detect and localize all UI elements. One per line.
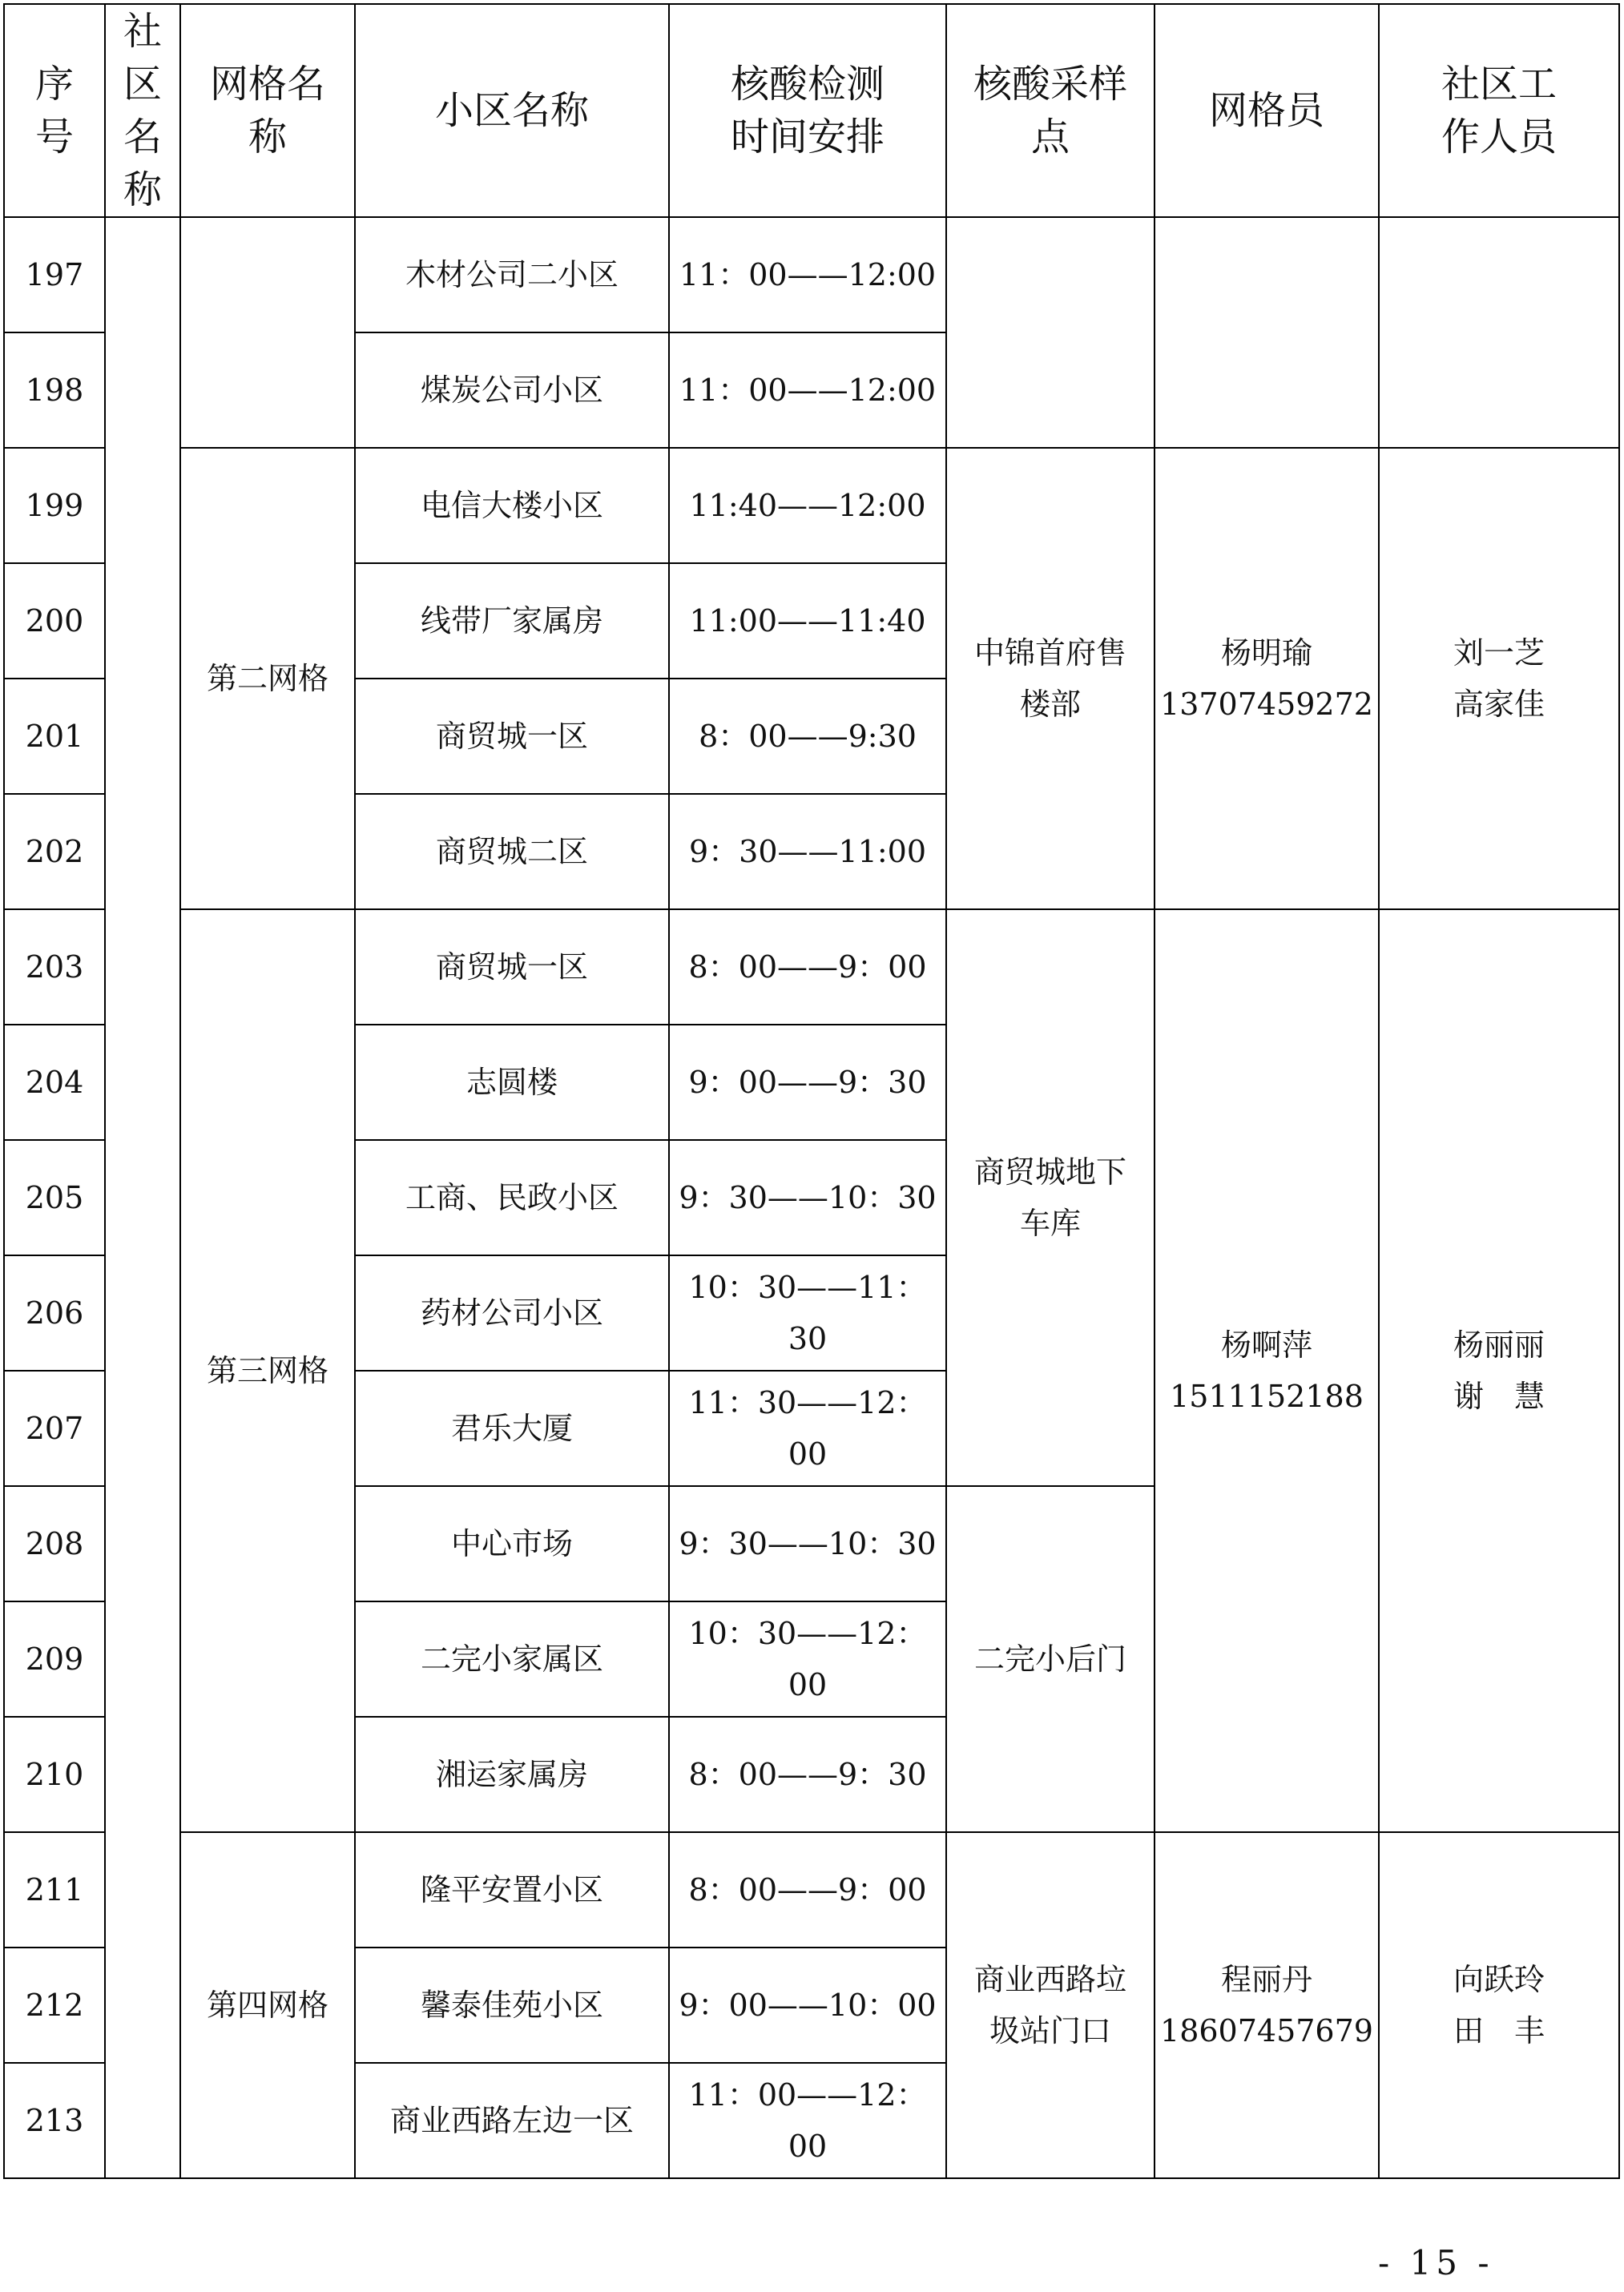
district-cell: 君乐大厦 [355,1371,669,1486]
row-seq: 199 [4,448,105,563]
row-seq: 203 [4,909,105,1025]
row-seq: 200 [4,563,105,679]
schedule-table [3,3,1620,2179]
district-cell: 商业西路左边一区 [355,2063,669,2178]
row-seq: 206 [4,1255,105,1371]
row-seq: 197 [4,217,105,332]
header-seq: 序 号 [4,4,105,217]
table-row [4,909,1619,1025]
header-district: 小区名称 [355,4,669,217]
district-cell: 馨泰佳苑小区 [355,1948,669,2063]
page-number: - 15 - [1378,2243,1494,2282]
time-cell: 10：30——11：30 [669,1255,946,1371]
table-row [4,217,1619,332]
site-cell: 中锦首府售 楼部 [946,448,1155,909]
row-seq: 211 [4,1832,105,1948]
time-cell: 9：00——9：30 [669,1025,946,1140]
district-cell: 木材公司二小区 [355,217,669,332]
row-seq: 208 [4,1486,105,1601]
staff-cell: 杨丽丽 谢 慧 [1379,909,1619,1832]
staff-cell: 向跃玲 田 丰 [1379,1832,1619,2178]
district-cell: 商贸城一区 [355,909,669,1025]
header-community: 社 区 名 称 [105,4,180,217]
grid-name-cell: 第四网格 [180,1832,355,2178]
row-seq: 207 [4,1371,105,1486]
time-cell: 11:00——11:40 [669,563,946,679]
time-cell: 8：00——9：30 [669,1717,946,1832]
grid-name-cell: 第三网格 [180,909,355,1832]
table-row [4,448,1619,563]
time-cell: 11:40——12:00 [669,448,946,563]
row-seq: 202 [4,794,105,909]
grid-member-cell: 程丽丹 18607457679 [1155,1832,1379,2178]
row-seq: 204 [4,1025,105,1140]
site-cell: 商业西路垃 圾站门口 [946,1832,1155,2178]
grid-member-cell: 杨啊萍 1511152188 [1155,909,1379,1832]
grid-member-cell: 杨明瑜 13707459272 [1155,448,1379,909]
site-cell: 商贸城地下 车库 [946,909,1155,1486]
site-cell: 二完小后门 [946,1486,1155,1832]
staff-cell [1379,217,1619,448]
district-cell: 电信大楼小区 [355,448,669,563]
time-cell: 11：00——12:00 [669,217,946,332]
time-cell: 9：00——10：00 [669,1948,946,2063]
row-seq: 205 [4,1140,105,1255]
time-cell: 8：00——9：00 [669,1832,946,1948]
district-cell: 商贸城二区 [355,794,669,909]
time-cell: 11：30——12：00 [669,1371,946,1486]
row-seq: 201 [4,679,105,794]
header-grid-member: 网格员 [1155,4,1379,217]
header-grid-name: 网格名 称 [180,4,355,217]
district-cell: 线带厂家属房 [355,563,669,679]
time-cell: 8：00——9：00 [669,909,946,1025]
grid-name-cell: 第二网格 [180,448,355,909]
header-row [4,4,1619,217]
community-cell [105,217,180,2178]
row-seq: 213 [4,2063,105,2178]
time-cell: 8：00——9:30 [669,679,946,794]
time-cell: 11：00——12：00 [669,2063,946,2178]
district-cell: 中心市场 [355,1486,669,1601]
header-site: 核酸采样 点 [946,4,1155,217]
time-cell: 9：30——11:00 [669,794,946,909]
row-seq: 212 [4,1948,105,2063]
staff-cell: 刘一芝 高家佳 [1379,448,1619,909]
grid-name-cell [180,217,355,448]
time-cell: 9：30——10：30 [669,1486,946,1601]
district-cell: 工商、民政小区 [355,1140,669,1255]
row-seq: 198 [4,332,105,448]
header-staff: 社区工 作人员 [1379,4,1619,217]
grid-member-cell [1155,217,1379,448]
time-cell: 10：30——12：00 [669,1601,946,1717]
district-cell: 药材公司小区 [355,1255,669,1371]
district-cell: 湘运家属房 [355,1717,669,1832]
district-cell: 隆平安置小区 [355,1832,669,1948]
site-cell [946,217,1155,448]
district-cell: 二完小家属区 [355,1601,669,1717]
district-cell: 商贸城一区 [355,679,669,794]
row-seq: 209 [4,1601,105,1717]
row-seq: 210 [4,1717,105,1832]
header-time: 核酸检测 时间安排 [669,4,946,217]
table-row [4,1832,1619,1948]
time-cell: 9：30——10：30 [669,1140,946,1255]
district-cell: 煤炭公司小区 [355,332,669,448]
time-cell: 11：00——12:00 [669,332,946,448]
district-cell: 志圆楼 [355,1025,669,1140]
